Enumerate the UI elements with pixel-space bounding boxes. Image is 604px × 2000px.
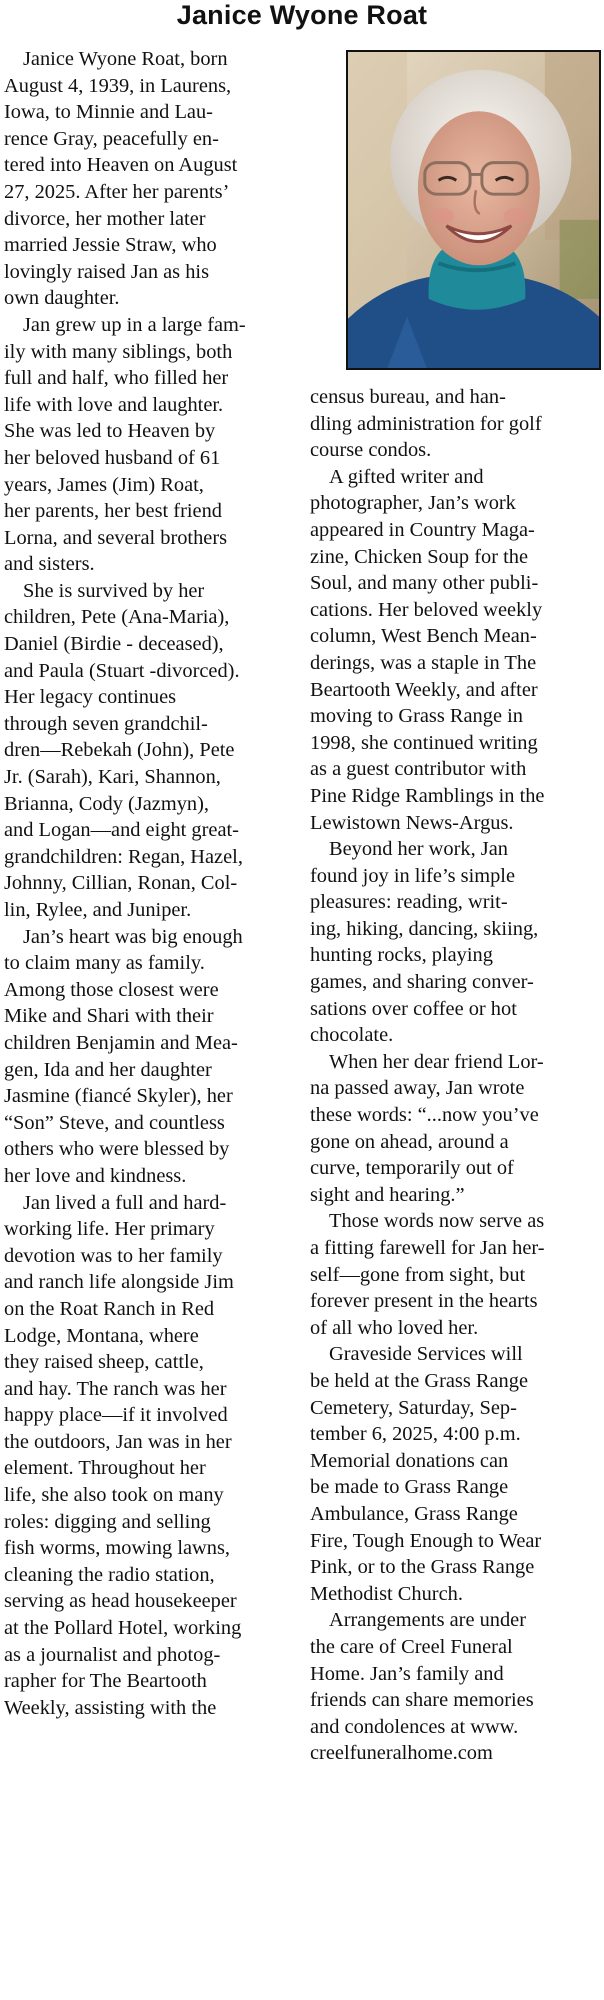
text-line: When her dear friend Lor- — [329, 1050, 544, 1073]
portrait-photo-icon — [348, 52, 599, 368]
text-line: pleasures: reading, writ- — [310, 891, 508, 914]
text-line: be made to Grass Range — [310, 1476, 509, 1499]
text-line: children, Pete (Ana-Maria), — [4, 606, 230, 629]
text-line: ily with many siblings, both — [4, 340, 233, 363]
text-line: Weekly, assisting with the — [4, 1696, 217, 1719]
text-line: gen, Ida and her daughter — [4, 1058, 212, 1081]
text-line: they raised sheep, cattle, — [4, 1351, 204, 1374]
text-line: Lewistown News-Argus. — [310, 811, 514, 834]
text-line: August 4, 1939, in Laurens, — [4, 74, 232, 97]
text-line: chocolate. — [310, 1024, 394, 1047]
text-line: creelfuneralhome.com — [310, 1742, 493, 1765]
text-line: Janice Wyone Roat, born — [23, 48, 228, 70]
text-line: Among those closest were — [4, 978, 219, 1001]
text-line: friends can share memories — [310, 1689, 534, 1712]
text-line: Jr. (Sarah), Kari, Shannon, — [4, 766, 221, 789]
text-line: Fire, Tough Enough to Wear — [310, 1529, 542, 1552]
text-line: Jan grew up in a large fam- — [23, 313, 246, 336]
text-line: tered into Heaven on August — [4, 154, 238, 177]
text-line: She was led to Heaven by — [4, 420, 216, 443]
text-line: be held at the Grass Range — [310, 1369, 528, 1392]
text-line: happy place—if it involved — [4, 1404, 228, 1427]
text-line: 27, 2025. After her parents’ — [4, 180, 230, 203]
text-line: census bureau, and han- — [310, 386, 506, 408]
text-line: Soul, and many other publi- — [310, 572, 539, 595]
text-line: Pink, or to the Grass Range — [310, 1556, 535, 1579]
text-line: lin, Rylee, and Juniper. — [4, 899, 192, 921]
text-line: cations. Her beloved weekly — [310, 598, 543, 621]
text-line: and Logan—and eight great- — [4, 819, 239, 842]
text-line: games, and sharing conver- — [310, 971, 534, 994]
text-line: curve, temporarily out of — [310, 1157, 514, 1180]
text-line: dren—Rebekah (John), Pete — [4, 739, 235, 762]
text-line: working life. Her primary — [4, 1218, 215, 1241]
text-line: photographer, Jan’s work — [310, 492, 516, 515]
text-line: own daughter. — [4, 287, 120, 310]
text-line: others who were blessed by — [4, 1138, 230, 1161]
text-line: years, James (Jim) Roat, — [4, 473, 204, 496]
text-line: course condos. — [310, 439, 432, 462]
text-line: lovingly raised Jan as his — [4, 260, 210, 283]
text-line: a fitting farewell for Jan her- — [310, 1237, 545, 1259]
text-line: tember 6, 2025, 4:00 p.m. — [310, 1423, 521, 1446]
text-line: Memorial donations can — [310, 1449, 509, 1472]
text-line: 1998, she continued writing — [310, 731, 538, 754]
text-line: Brianna, Cody (Jazmyn), — [4, 792, 209, 815]
text-line: life with love and laughter. — [4, 393, 224, 416]
text-line: Pine Ridge Ramblings in the — [310, 784, 545, 807]
text-line: Jasmine (fiancé Skyler), her — [4, 1085, 233, 1108]
text-line: Graveside Services will — [329, 1343, 523, 1366]
text-line: Methodist Church. — [310, 1582, 463, 1605]
text-line: to claim many as family. — [4, 952, 205, 975]
text-line: married Jessie Straw, who — [4, 234, 217, 257]
text-line: Johnny, Cillian, Ronan, Col- — [4, 872, 238, 895]
text-line: Daniel (Birdie - deceased), — [4, 633, 224, 656]
text-line: full and half, who filled her — [4, 367, 229, 390]
obituary-title: Janice Wyone Roat — [176, 0, 428, 30]
text-line: these words: “...now you’ve — [310, 1104, 539, 1127]
text-line: sight and hearing.” — [310, 1183, 465, 1206]
text-line: Jan lived a full and hard- — [23, 1191, 227, 1214]
text-line: the outdoors, Jan was in her — [4, 1430, 232, 1453]
text-line: Lorna, and several brothers — [4, 526, 228, 549]
text-line: forever present in the hearts — [310, 1290, 538, 1313]
text-line: and ranch life alongside Jim — [4, 1271, 234, 1294]
portrait-photo — [346, 50, 601, 370]
text-line: at the Pollard Hotel, working — [4, 1617, 242, 1640]
text-line: through seven grandchil- — [4, 712, 208, 735]
text-line: as a guest contributor with — [310, 758, 527, 781]
text-line: moving to Grass Range in — [310, 705, 523, 728]
text-line: Her legacy continues — [4, 686, 177, 709]
text-line: and hay. The ranch was her — [4, 1377, 227, 1400]
obituary-column-left — [4, 46, 293, 1721]
text-line: life, she also took on many — [4, 1484, 224, 1507]
text-line: A gifted writer and — [329, 465, 484, 488]
text-line: derings, was a staple in The — [310, 651, 537, 674]
text-line: roles: digging and selling — [4, 1510, 211, 1533]
text-line: fish worms, mowing lawns, — [4, 1537, 230, 1560]
text-line: Ambulance, Grass Range — [310, 1502, 518, 1525]
text-line: her love and kindness. — [4, 1164, 187, 1187]
obituary-column-right — [310, 384, 602, 1767]
text-line: and condolences at www. — [310, 1715, 519, 1738]
text-line: dling administration for golf — [310, 412, 542, 435]
text-line: divorce, her mother later — [4, 207, 206, 230]
text-line: cleaning the radio station, — [4, 1563, 215, 1586]
text-line: and Paula (Stuart -divorced). — [4, 659, 240, 682]
text-line: devotion was to her family — [4, 1244, 223, 1267]
text-line: children Benjamin and Mea- — [4, 1031, 238, 1054]
text-line: Those words now serve as — [329, 1210, 545, 1233]
text-line: her parents, her best friend — [4, 500, 222, 523]
text-line: Beartooth Weekly, and after — [310, 678, 538, 701]
text-line: Arrangements are under — [329, 1609, 527, 1632]
text-line: Cemetery, Saturday, Sep- — [310, 1396, 517, 1419]
text-line: na passed away, Jan wrote — [310, 1077, 525, 1100]
text-line: zine, Chicken Soup for the — [310, 545, 529, 568]
text-line: serving as head housekeeper — [4, 1590, 237, 1613]
text-line: self—gone from sight, but — [310, 1263, 526, 1286]
text-line: ing, hiking, dancing, skiing, — [310, 917, 539, 940]
text-line: hunting rocks, playing — [310, 944, 493, 967]
text-line: She is survived by her — [23, 579, 205, 602]
text-line: column, West Bench Mean- — [310, 625, 537, 648]
text-line: Beyond her work, Jan — [329, 838, 508, 861]
text-line: sations over coffee or hot — [310, 997, 517, 1020]
text-line: and sisters. — [4, 553, 95, 576]
text-line: grandchildren: Regan, Hazel, — [4, 845, 243, 868]
text-line: Jan’s heart was big enough — [23, 925, 243, 948]
text-line: found joy in life’s simple — [310, 864, 516, 887]
text-line: appeared in Country Maga- — [310, 518, 535, 541]
text-line: element. Throughout her — [4, 1457, 206, 1480]
text-line: rence Gray, peacefully en- — [4, 127, 219, 150]
text-line: gone on ahead, around a — [310, 1130, 509, 1153]
text-line: her beloved husband of 61 — [4, 446, 221, 469]
text-line: rapher for The Beartooth — [4, 1670, 207, 1693]
text-line: Iowa, to Minnie and Lau- — [4, 101, 213, 124]
text-line: “Son” Steve, and countless — [4, 1111, 225, 1134]
text-line: Lodge, Montana, where — [4, 1324, 199, 1347]
text-line: Mike and Shari with their — [4, 1005, 214, 1028]
text-line: on the Roat Ranch in Red — [4, 1297, 215, 1320]
text-line: of all who loved her. — [310, 1316, 479, 1339]
text-line: the care of Creel Funeral — [310, 1635, 513, 1658]
text-line: as a journalist and photog- — [4, 1643, 221, 1666]
text-line: Home. Jan’s family and — [310, 1662, 504, 1685]
